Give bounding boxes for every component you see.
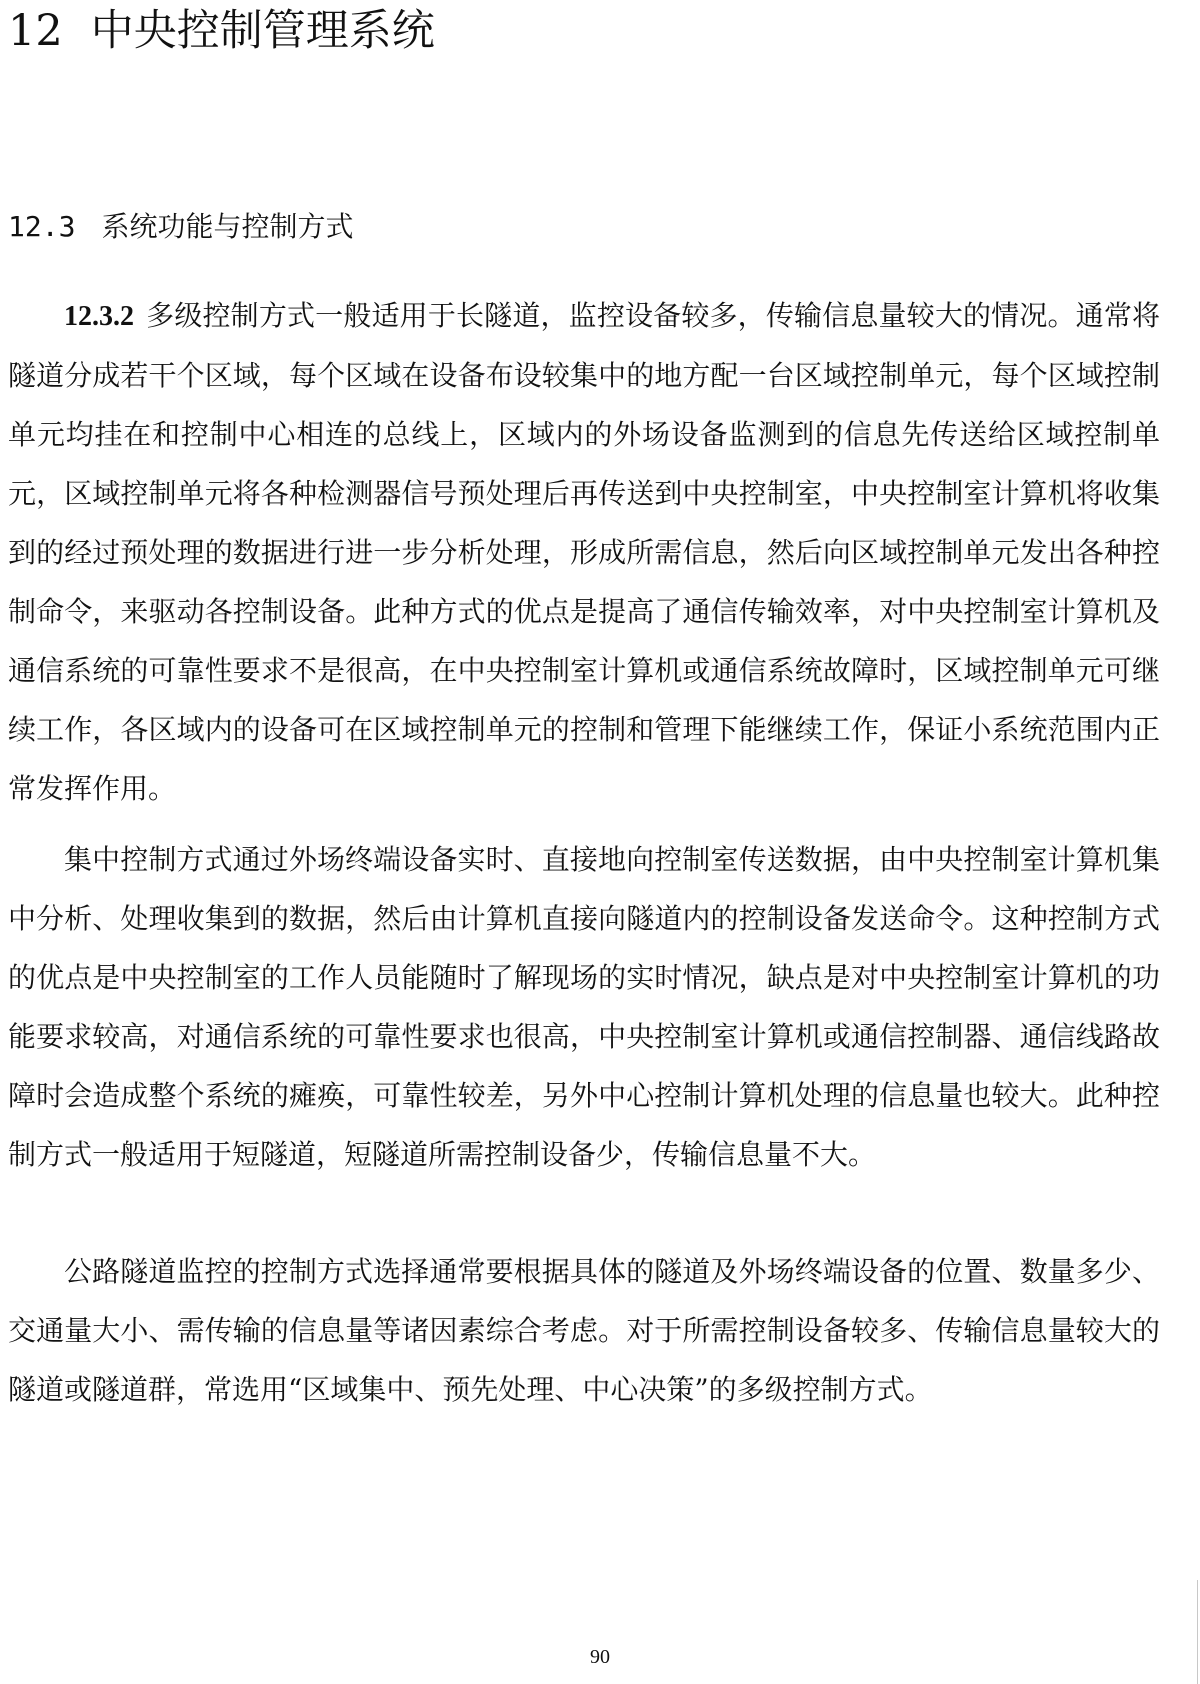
section-title: 系统功能与控制方式 — [101, 210, 354, 243]
page-edge-divider — [1197, 1580, 1198, 1684]
section-number: 12.3 — [8, 210, 76, 243]
page-number: 90 — [590, 1646, 610, 1668]
body-paragraph — [8, 286, 1160, 818]
chapter-heading — [8, 8, 435, 55]
paragraph-text: 多级控制方式一般适用于长隧道，监控设备较多，传输信息量较大的情况。通常将隧道分成若干个区域，每个区域在设备布设较集中的地方配一台区域控制单元，每个区域控制单元均挂在和控制中心相连的总线上，区域内的外场设备监测到的信息先传送给区域控制单元，区域控制单元将各种检测器信号预处理后再传送到中央控制室，中央控制室计算机将收集到的经过预处理的数据进行进一步分析处理，形成所需信息，然后向区域控制单元发出各种控制命令，来驱动各控制设备。此种方式的优点是提高了通信传输效率，对中央控制室计算机及通信系统的可靠性要求不是很高，在中央控制室计算机或通信系统故障时，区域控制单元可继续工作，各区域内的设备可在区域控制单元的控制和管理下能继续工作，保证小系统范围内正常发挥作用。 — [8, 299, 1160, 805]
paragraph-text: 公路隧道监控的控制方式选择通常要根据具体的隧道及外场终端设备的位置、数量多少、交通量大小、需传输的信息量等诸因素综合考虑。对于所需控制设备较多、传输信息量较大的隧道或隧道群，常选用“区域集中、预先处理、中心决策”的多级控制方式。 — [8, 1255, 1160, 1406]
body-paragraph — [8, 830, 1160, 1184]
section-heading — [8, 210, 353, 244]
paragraph-text: 集中控制方式通过外场终端设备实时、直接地向控制室传送数据，由中央控制室计算机集中分析、处理收集到的数据，然后由计算机直接向隧道内的控制设备发送命令。这种控制方式的优点是中央控制室的工作人员能随时了解现场的实时情况，缺点是对中央控制室计算机的功能要求较高，对通信系统的可靠性要求也很高，中央控制室计算机或通信控制器、通信线路故障时会造成整个系统的瘫痪，可靠性较差，另外中心控制计算机处理的信息量也较大。此种控制方式一般适用于短隧道，短隧道所需控制设备少，传输信息量不大。 — [8, 843, 1160, 1171]
chapter-number: 12 — [8, 6, 63, 56]
chapter-title: 中央控制管理系统 — [90, 6, 435, 56]
clause-number: 12.3.2 — [64, 301, 134, 332]
body-paragraph — [8, 1242, 1160, 1419]
